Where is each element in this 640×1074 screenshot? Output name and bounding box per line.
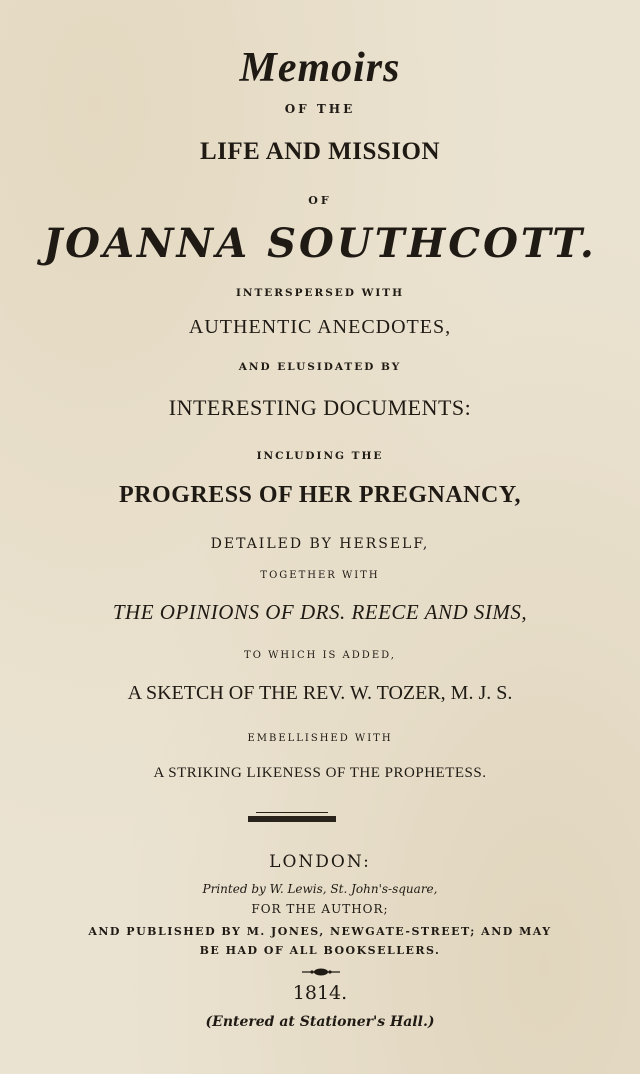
- publisher-line-2: BE HAD OF ALL BOOKSELLERS.: [199, 944, 441, 957]
- interspersed-with-line: INTERSPERSED WITH: [235, 287, 405, 299]
- life-and-mission-line: LIFE AND MISSION: [200, 138, 440, 165]
- double-rule-divider: [248, 812, 336, 824]
- together-with-line: TOGETHER WITH: [260, 570, 380, 581]
- imprint-city: LONDON:: [269, 852, 371, 872]
- entered-at-stationers-hall: (Entered at Stationer's Hall.): [205, 1014, 435, 1030]
- subject-name: JOANNA SOUTHCOTT.: [43, 220, 597, 267]
- pregnancy-line: PROGRESS OF HER PREGNANCY,: [119, 482, 521, 508]
- book-title: Memoirs: [239, 45, 401, 91]
- detailed-by-herself-line: DETAILED BY HERSELF,: [210, 536, 430, 552]
- interesting-documents-line: INTERESTING DOCUMENTS:: [168, 395, 472, 420]
- embellished-with-line: EMBELLISHED WITH: [247, 733, 393, 744]
- likeness-line: A STRIKING LIKENESS OF THE PROPHETESS.: [153, 765, 487, 781]
- printer-line: Printed by W. Lewis, St. John's-square,: [202, 882, 438, 896]
- of-line: OF: [308, 194, 332, 207]
- ornament-divider-icon: [300, 966, 342, 978]
- publication-year: 1814.: [292, 982, 348, 1004]
- authentic-anecdotes-line: AUTHENTIC ANECDOTES,: [188, 316, 452, 338]
- including-the-line: INCLUDING THE: [256, 450, 384, 462]
- for-the-author-line: FOR THE AUTHOR;: [251, 902, 389, 916]
- elucidated-by-line: AND ELUSIDATED BY: [238, 361, 402, 373]
- of-the-line: OF THE: [284, 102, 356, 116]
- sketch-line: A SKETCH OF THE REV. W. TOZER, M. J. S.: [127, 682, 513, 704]
- publisher-line-1: AND PUBLISHED BY M. JONES, NEWGATE-STREET; AND MAY: [88, 925, 552, 938]
- opinions-line: THE OPINIONS OF DRS. REECE AND SIMS,: [112, 600, 528, 624]
- to-which-is-added-line: TO WHICH IS ADDED,: [244, 650, 396, 661]
